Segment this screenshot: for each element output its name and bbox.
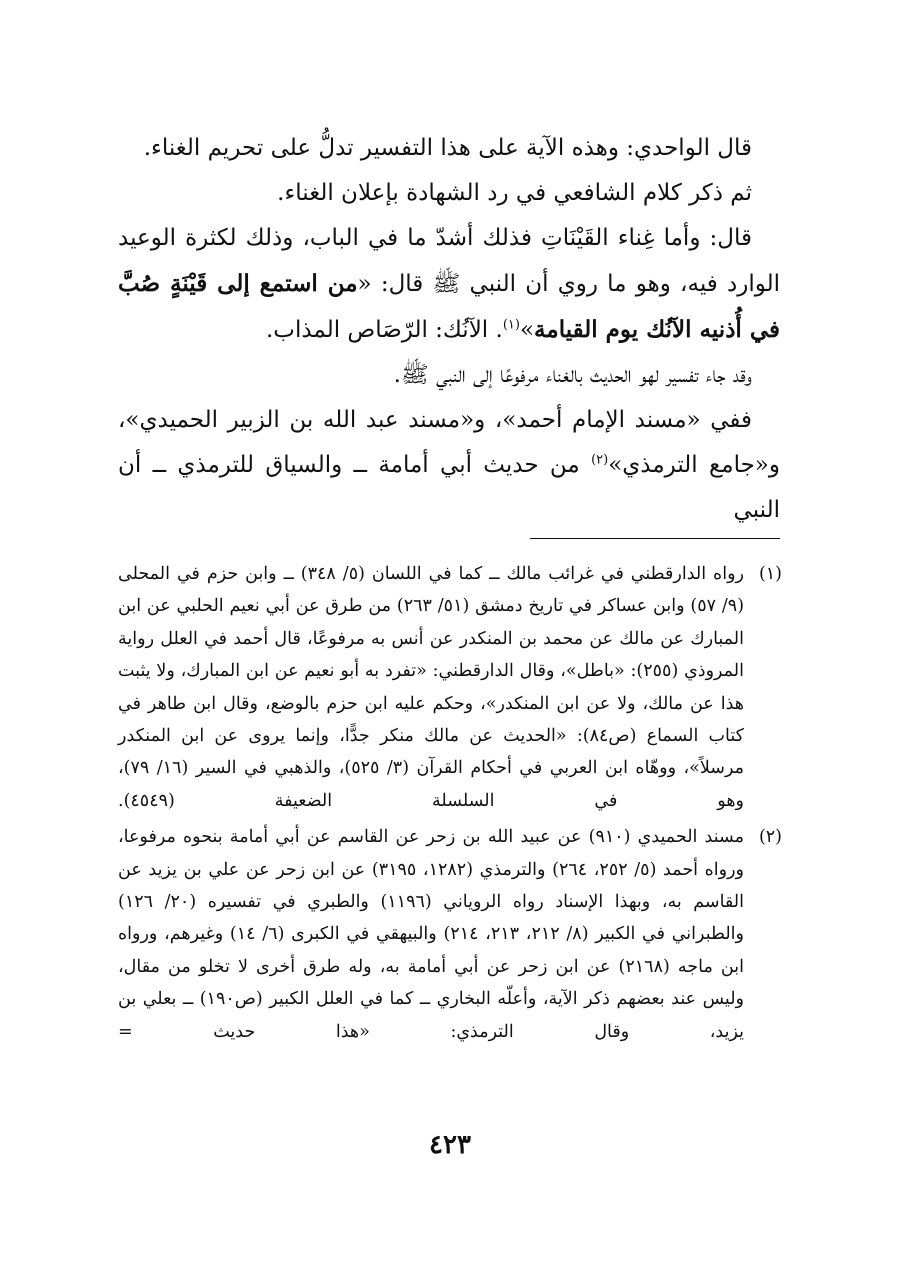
paragraph-4-text: وقد جاء تفسير لهو الحديث بالغناء مرفوعًا إلى النبي ﷺ. <box>393 362 752 388</box>
footnote-ref-2[interactable]: (٢) <box>591 452 609 468</box>
page-number: ٤٢٣ <box>429 1130 471 1160</box>
footnotes <box>118 558 782 1052</box>
main-text <box>118 126 780 533</box>
paragraph-3-text-b: . الآنُك: الرّصَاص المذاب. <box>265 317 503 343</box>
footnote-2-number: (٢) <box>758 827 782 848</box>
paragraph-3-close-quote: » <box>519 317 535 343</box>
hadith-quote-bold: من استمع إلى قَيْنَةٍ صُبَّ في أُذنيه الآنُك يوم القيامة <box>118 270 780 343</box>
footnote-2-text: مسند الحميدي (٩١٠) عن عبيد الله بن زحر عن القاسم عن أبي أمامة بنحوه مرفوعا، ورواه أحمد (٥/ ٢٥٢، ٢٦٤) والترمذي (١٢٨٢، ٣١٩٥) عن ابن زحر عن علي بن يزيد عن القاسم به، وبهذا الإسناد رواه الروياني (١١٩٦) والطبري في تفسيره (٢٠/ ١٢٦) والطبراني في الكبير (٨/ ٢١٢، ٢١٣، ٢١٤) والبيهقي في الكبرى (٦/ ١٤) وغيرهم، ورواه ابن ماجه (٢١٦٨) عن ابن زحر عن أبي أمامة به، وله طرق أخرى لا تخلو من مقال، وليس عند بعضهم ذكر الآية، وأعلّه البخاري ــ كما في العلل الكبير (ص١٩٠) ــ بعلي بن يزيد، وقال الترمذي: «هذا حديث = <box>118 827 745 1042</box>
paragraph-5 <box>118 398 780 533</box>
footnote-ref-1[interactable]: (١) <box>502 317 520 333</box>
footnote-1-text: رواه الدارقطني في غرائب مالك ــ كما في اللسان (٥/ ٣٤٨) ــ وابن حزم في المحلى (٩/ ٥٧) وابن عساكر في تاريخ دمشق (٥١/ ٢٦٣) من طرق عن أبي نعيم الحلبي عن ابن المبارك عن مالك عن محمد بن المنكدر عن أنس به مرفوعًا، قال أحمد في العلل رواية المروذي (٢٥٥): «باطل»، وقال الدارقطني: «تفرد به أبو نعيم عن ابن المبارك، ولا يثبت هذا عن مالك، ولا عن ابن المنكدر»، وحكم عليه ابن حزم بالوضع، وقال ابن طاهر في كتاب السماع (ص٨٤): «الحديث عن مالك منكر جدًّا، وإنما يروى عن ابن المنكدر مرسلاً»، ووهّاه ابن العربي في أحكام القرآن (٣/ ٥٢٥)، والذهبي في السير (١٦/ ٧٩)، وهو في السلسلة الضعيفة (٤٥٤٩). <box>118 564 745 811</box>
footnote-1-number: (١) <box>758 564 782 584</box>
paragraph-3 <box>118 216 780 353</box>
paragraph-4 <box>118 353 780 398</box>
footnote-2 <box>118 821 782 1048</box>
paragraph-2-text: ثم ذكر كلام الشافعي في رد الشهادة بإعلان الغناء. <box>277 180 752 206</box>
paragraph-5-text-b: من حديث أبي أمامة ــ والسياق للترمذي ــ أن النبي <box>118 452 780 523</box>
footnote-separator <box>530 538 780 539</box>
paragraph-1-text: قال الواحدي: وهذه الآية على هذا التفسير تدلُّ على تحريم الغناء. <box>143 135 752 161</box>
footnote-1 <box>118 558 782 817</box>
paragraph-1 <box>118 126 780 171</box>
paragraph-3-text-a: قال: وأما غِناء القَيْنَاتِ فذلك أشدّ ما في الباب، وذلك لكثرة الوعيد الوارد فيه، وهو ما روي أن النبي ﷺ قال: « <box>118 225 780 297</box>
paragraph-2 <box>118 171 780 216</box>
paragraph-5-text-a: ففي «مسند الإمام أحمد»، و«مسند عبد الله بن الزبير الحميدي»، و«جامع الترمذي» <box>118 407 780 478</box>
